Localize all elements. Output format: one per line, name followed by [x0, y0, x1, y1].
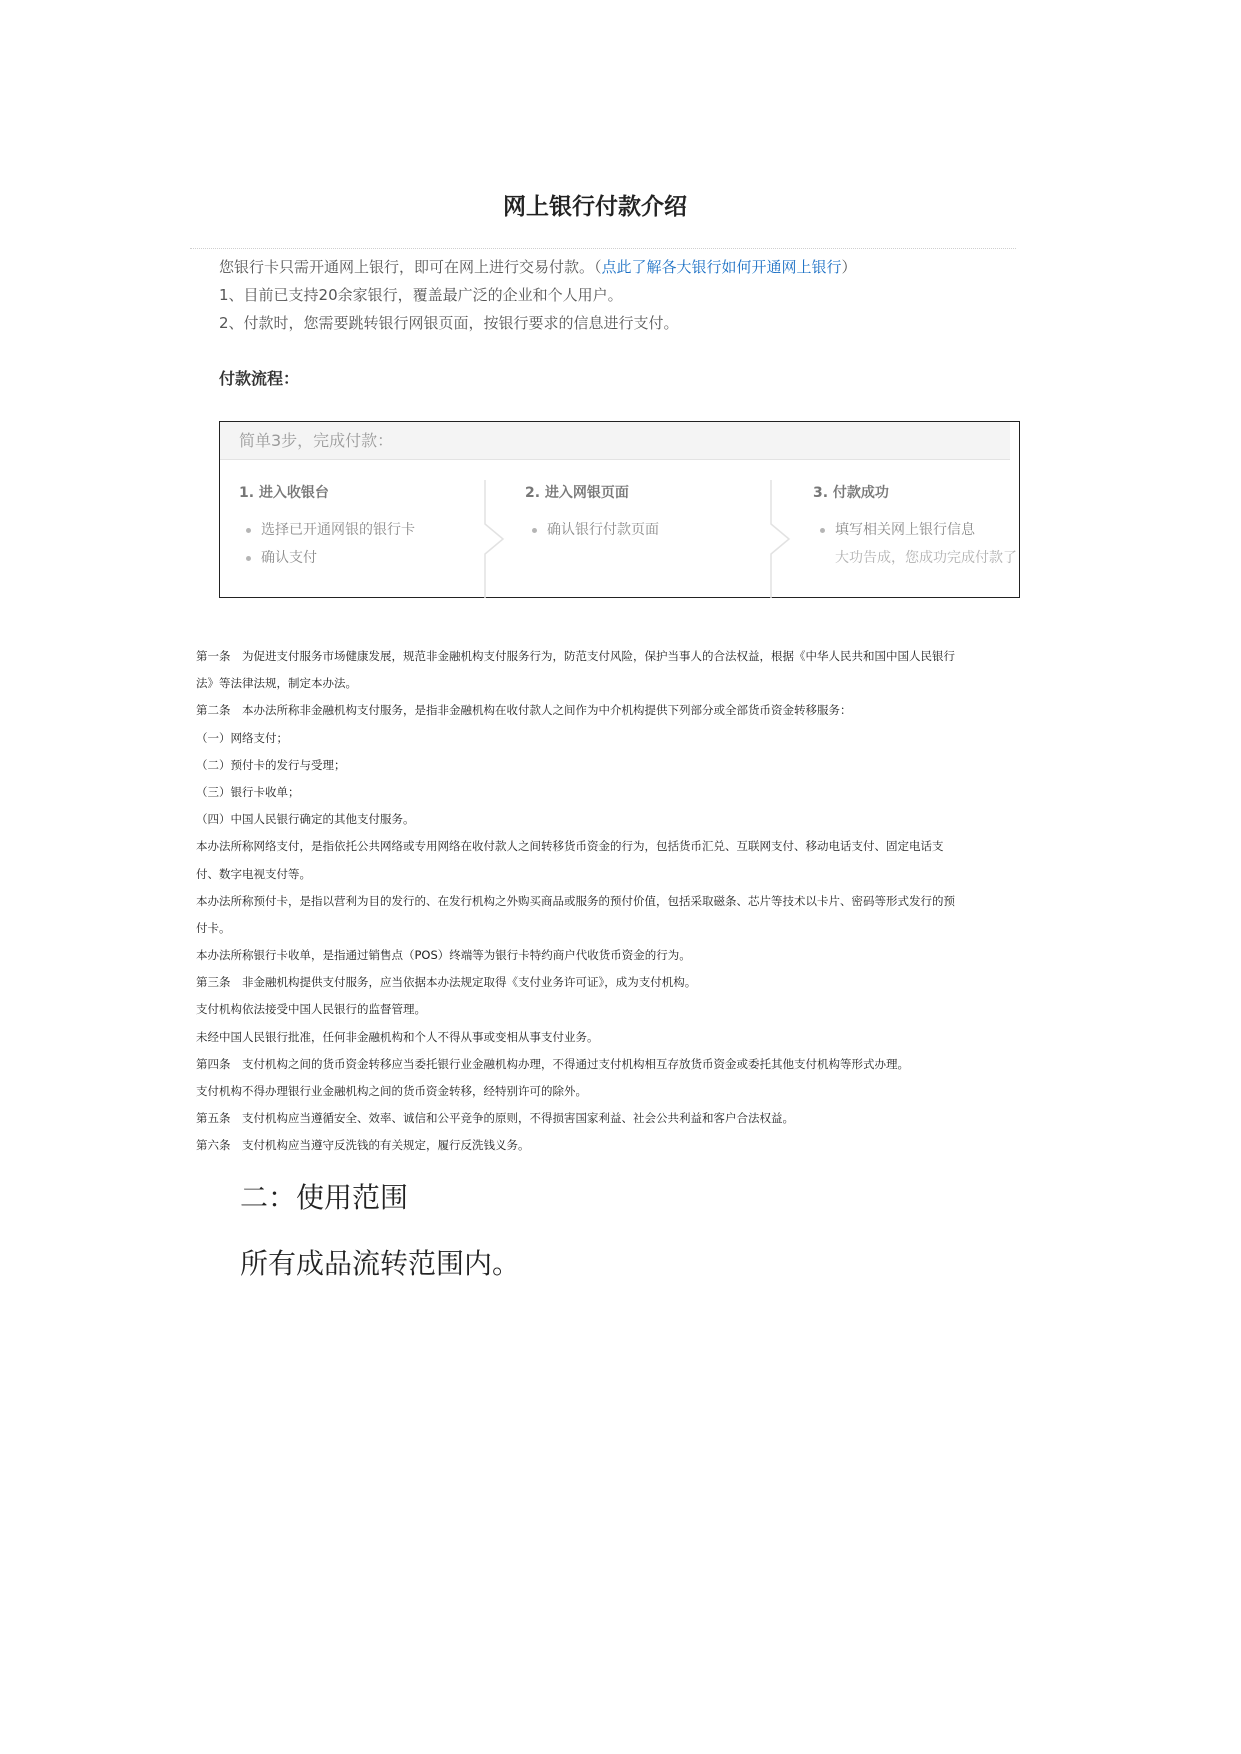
- regulation-line: 第五条 支付机构应当遵循安全、效率、诚信和公平竞争的原则，不得损害国家利益、社会公共利益和客户合法权益。: [196, 1111, 794, 1126]
- step-2: [506, 482, 786, 544]
- step-3: [794, 482, 1074, 572]
- regulation-line: 付卡。: [196, 920, 231, 935]
- step-item: [246, 544, 500, 572]
- regulation-line: 本办法所称网络支付，是指依托公共网络或专用网络在收付款人之间转移货币资金的行为，包括货币汇兑、互联网支付、移动电话支付、固定电话支: [196, 839, 944, 854]
- step-title: 2. 进入网银页面: [525, 485, 629, 501]
- section-body: 所有成品流转范围内。: [240, 1247, 521, 1280]
- step-item: [820, 516, 1074, 544]
- step-items: [220, 516, 500, 572]
- regulations-block: [196, 643, 1056, 1160]
- regulation-line: （一）网络支付；: [196, 730, 288, 745]
- regulation-line: 第二条 本办法所称非金融机构支付服务，是指非金融机构在收付款人之间作为中介机构提供下列部分或全部货币资金转移服务：: [196, 703, 852, 718]
- steps-header-text: 简单3步，完成付款：: [239, 431, 394, 450]
- bullet-icon: [246, 528, 251, 533]
- step-items: [794, 516, 1074, 572]
- step-item-text: 选择已开通网银的银行卡: [261, 522, 415, 538]
- regulation-line: 支付机构依法接受中国人民银行的监督管理。: [196, 1002, 426, 1017]
- regulation-line: （四）中国人民银行确定的其他支付服务。: [196, 812, 415, 827]
- bank-help-link[interactable]: 点此了解各大银行如何开通网上银行: [601, 258, 842, 276]
- step-item: [532, 516, 786, 544]
- regulation-line: 支付机构不得办理银行业金融机构之间的货币资金转移，经特别许可的除外。: [196, 1084, 587, 1098]
- regulation-line: 付、数字电视支付等。: [196, 866, 311, 881]
- section-heading: 二：使用范围: [240, 1181, 409, 1214]
- step-note: 大功告成，您成功完成付款了: [835, 550, 1017, 566]
- bullet-icon: [532, 528, 537, 533]
- page-title: 网上银行付款介绍: [503, 194, 687, 220]
- intro-block: [219, 253, 1039, 337]
- intro-text: 您银行卡只需开通网上银行，即可在网上进行交易付款。（: [219, 258, 602, 276]
- regulation-line: 第一条 为促进支付服务市场健康发展，规范非金融机构支付服务行为，防范支付风险，保护当事人的合法权益，根据《中华人民共和国中国人民银行: [196, 649, 955, 663]
- regulation-line: （三）银行卡收单；: [196, 784, 300, 799]
- regulation-line: 本办法所称预付卡，是指以营利为目的发行的、在发行机构之外购买商品或服务的预付价值，包括采取磁条、芯片等技术以卡片、密码等形式发行的预: [196, 893, 955, 908]
- regulation-line: （二）预付卡的发行与受理；: [196, 757, 346, 772]
- step-item: [246, 516, 500, 544]
- chevron-right-icon: [484, 480, 506, 598]
- regulation-line: 第六条 支付机构应当遵守反洗钱的有关规定，履行反洗钱义务。: [196, 1138, 530, 1153]
- intro-line-3: 2、付款时，您需要跳转银行网银页面，按银行要求的信息进行支付。: [219, 314, 679, 332]
- steps-header: [220, 422, 1010, 460]
- step-item-text: 填写相关网上银行信息: [835, 522, 975, 538]
- regulation-line: 第四条 支付机构之间的货币资金转移应当委托银行业金融机构办理，不得通过支付机构相互存放货币资金或委托其他支付机构等形式办理。: [196, 1056, 909, 1071]
- step-items: [506, 516, 786, 544]
- step-item-text: 确认银行付款页面: [547, 522, 659, 538]
- regulation-line: 本办法所称银行卡收单，是指通过销售点（POS）终端等为银行卡特约商户代收货币资金的行为。: [196, 948, 691, 963]
- steps-panel: [219, 421, 1020, 598]
- step-item-text: 确认支付: [261, 550, 317, 566]
- intro-paren-close: ）: [841, 258, 857, 276]
- intro-line-1: [219, 253, 1039, 281]
- step-title: 1. 进入收银台: [239, 485, 329, 501]
- step-1: [220, 482, 500, 572]
- bullet-icon: [246, 556, 251, 561]
- step-title: 3. 付款成功: [813, 485, 889, 501]
- regulation-line: 第三条 非金融机构提供支付服务，应当依据本办法规定取得《支付业务许可证》，成为支付机构。: [196, 975, 697, 990]
- flow-heading: 付款流程：: [219, 369, 300, 388]
- regulation-line: 法》等法律法规，制定本办法。: [196, 676, 357, 691]
- bullet-icon: [820, 528, 825, 533]
- regulation-line: 未经中国人民银行批准，任何非金融机构和个人不得从事或变相从事支付业务。: [196, 1029, 599, 1044]
- chevron-right-icon: [770, 480, 792, 598]
- dotted-divider: [190, 248, 1016, 249]
- intro-line-2: 1、目前已支持20余家银行，覆盖最广泛的企业和个人用户。: [219, 286, 623, 304]
